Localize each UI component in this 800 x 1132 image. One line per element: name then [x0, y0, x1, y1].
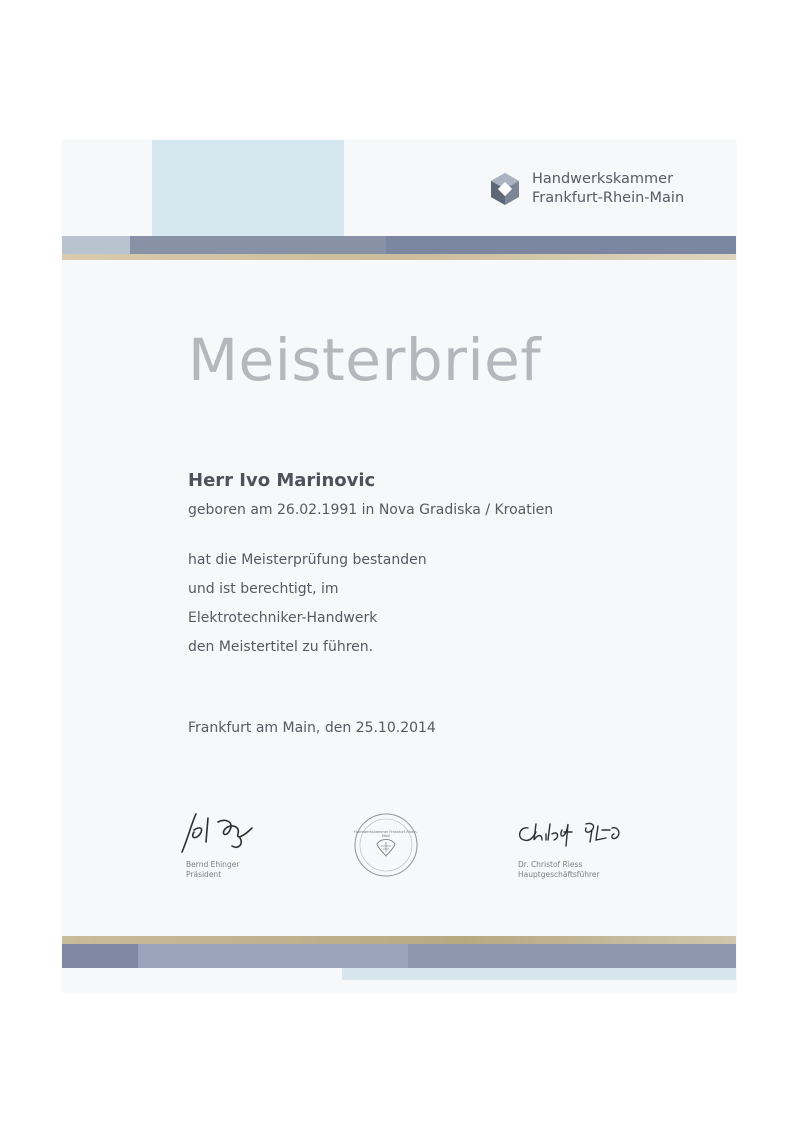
bottom-band-segment	[138, 944, 408, 968]
recipient-name: Herr Ivo Marinovic	[188, 470, 376, 491]
seal-icon	[353, 812, 419, 878]
director-caption	[518, 860, 600, 880]
top-gold-stripe	[62, 254, 736, 260]
seal-text: Handwerkskammer Frankfurt-Rhein-Main	[354, 830, 418, 838]
top-band-segment	[386, 236, 736, 254]
bottom-light-block	[342, 968, 736, 980]
statement-line: den Meistertitel zu führen.	[188, 639, 374, 655]
birth-info: geboren am 26.02.1991 in Nova Gradiska / Kroatien	[188, 502, 554, 518]
place-date: Frankfurt am Main, den 25.10.2014	[188, 720, 436, 736]
statement-line: Elektrotechniker-Handwerk	[188, 610, 378, 626]
document-title: Meisterbrief	[188, 326, 542, 394]
statement-line: und ist berechtigt, im	[188, 581, 339, 597]
bottom-gold-stripe	[62, 936, 736, 944]
chamber-name-line2: Frankfurt-Rhein-Main	[532, 190, 685, 206]
top-color-band	[62, 236, 736, 254]
bottom-color-band	[62, 944, 736, 968]
president-caption	[186, 860, 239, 880]
director-name: Dr. Christof Riess	[518, 860, 583, 869]
president-signature	[174, 808, 264, 856]
statement-line: hat die Meisterprüfung bestanden	[188, 552, 427, 568]
top-light-block	[152, 140, 344, 237]
chamber-name-line1: Handwerkskammer	[532, 171, 674, 187]
president-role: Präsident	[186, 870, 222, 879]
bottom-band-segment	[408, 944, 736, 968]
chamber-logo	[488, 170, 684, 208]
chamber-logo-icon	[488, 172, 522, 206]
chamber-name	[532, 170, 684, 208]
director-role: Hauptgeschäftsführer	[518, 870, 600, 879]
top-band-segment	[62, 236, 130, 254]
official-seal	[353, 812, 419, 878]
certificate-sheet	[62, 140, 736, 992]
bottom-band-segment	[62, 944, 138, 968]
director-signature	[514, 816, 632, 850]
top-band-segment	[130, 236, 386, 254]
president-name: Bernd Ehinger	[186, 860, 240, 869]
